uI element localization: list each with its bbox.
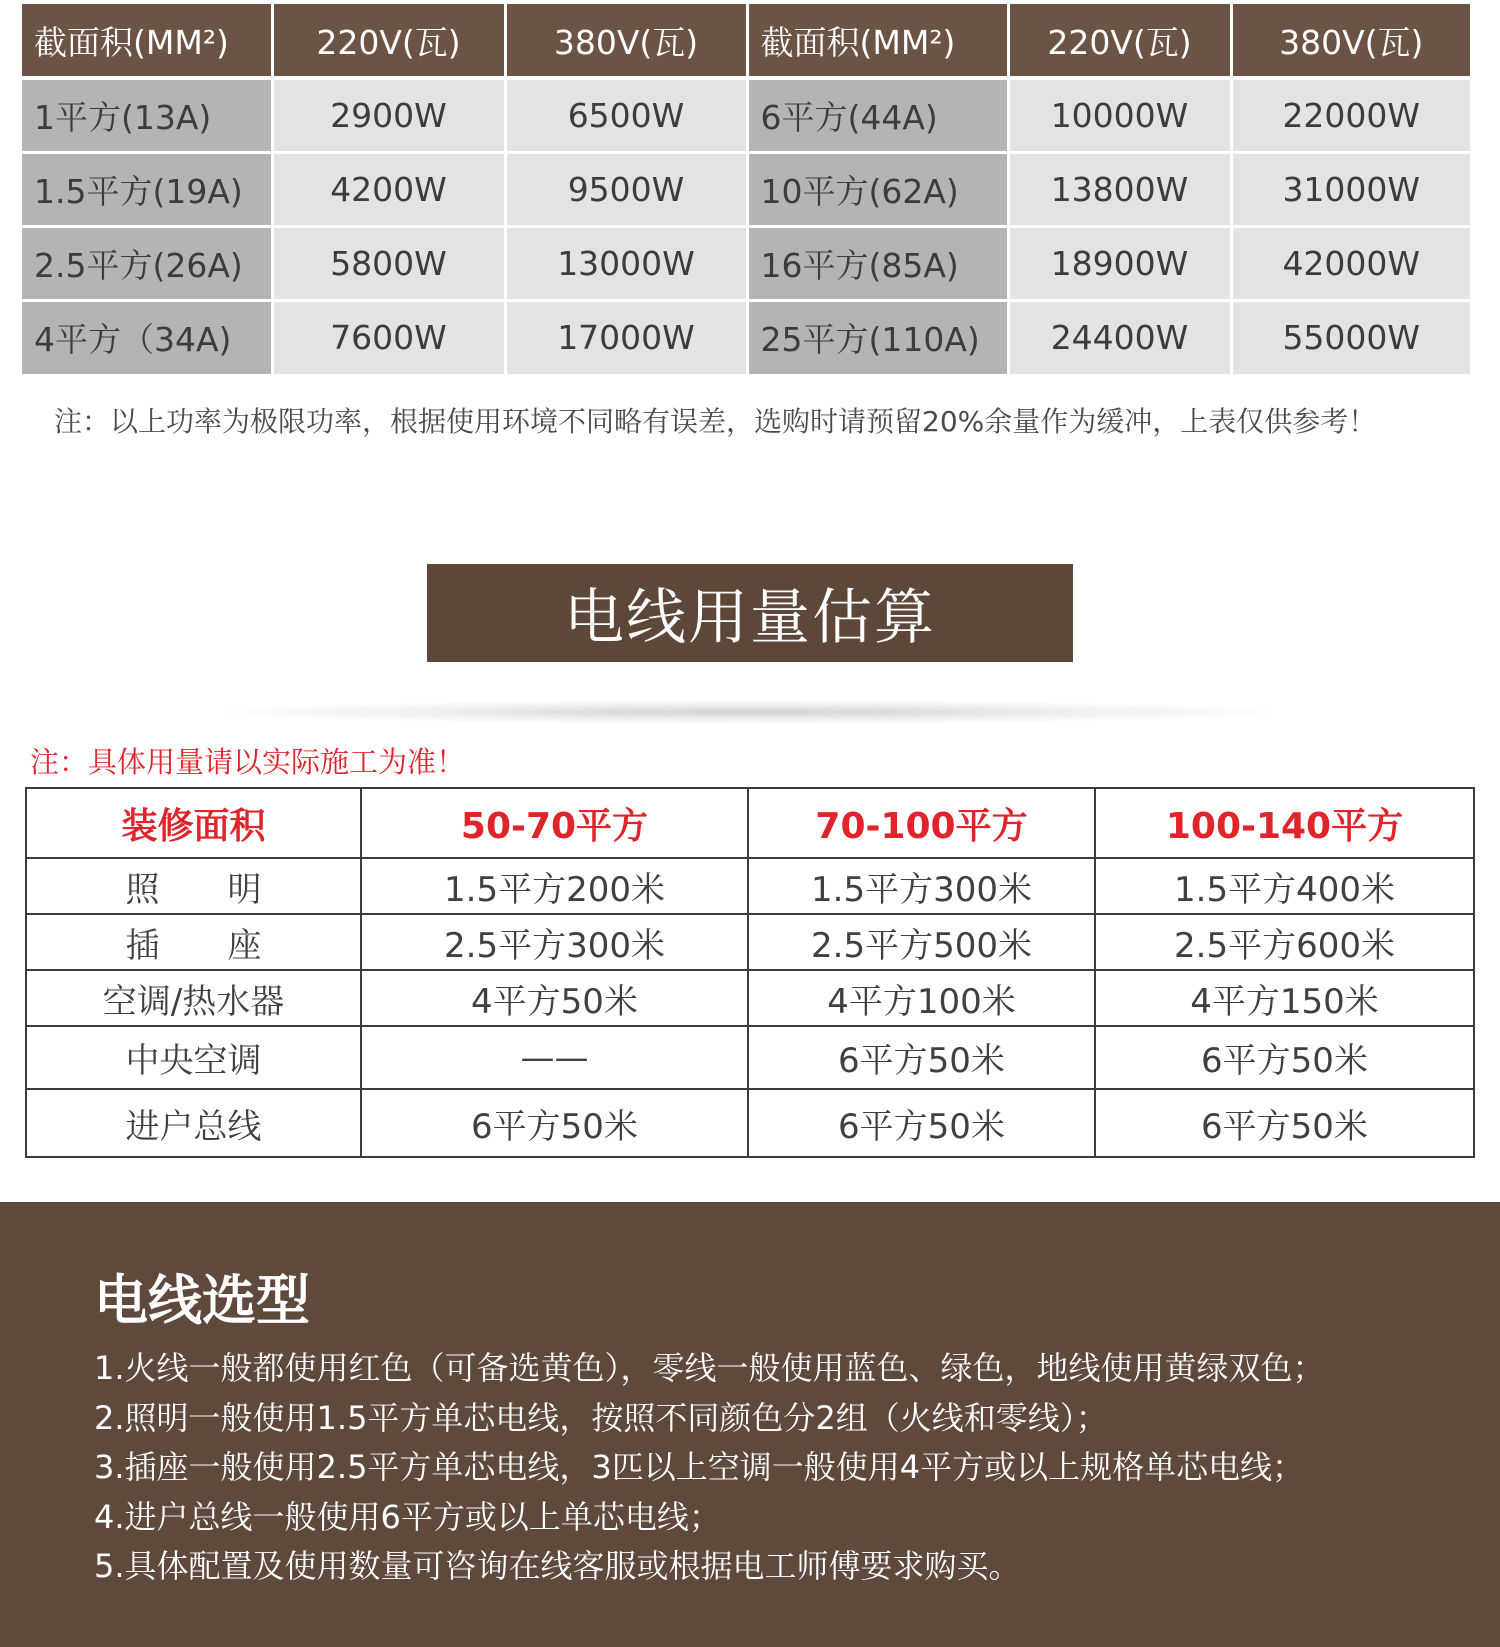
table-cell: 4200W (272, 152, 505, 226)
table-cell: 22000W (1231, 78, 1470, 152)
table-row (22, 300, 1470, 374)
table-cell: 4平方150米 (1095, 970, 1474, 1026)
table-cell: 6平方50米 (748, 1089, 1095, 1157)
table-cell: 31000W (1231, 152, 1470, 226)
table-cell: 空调/热水器 (26, 970, 361, 1026)
list-item: 3.插座一般使用2.5平方单芯电线，3匹以上空调一般使用4平方或以上规格单芯电线； (94, 1448, 1305, 1486)
list-item: 5.具体配置及使用数量可咨询在线客服或根据电工师傅要求购买。 (94, 1547, 1021, 1585)
header-cell: 380V(瓦) (505, 4, 747, 78)
table-cell: 2.5平方500米 (748, 914, 1095, 970)
header-cell: 装修面积 (26, 788, 361, 858)
table-row (26, 914, 1474, 970)
table-row (26, 1089, 1474, 1157)
header-cell: 220V(瓦) (272, 4, 505, 78)
table-cell: 55000W (1231, 300, 1470, 374)
table-cell: 1.5平方200米 (361, 858, 748, 914)
table-row (26, 858, 1474, 914)
table-cell: 2.5平方(26A) (22, 226, 272, 300)
header-cell: 截面积(MM²) (22, 4, 272, 78)
list-item: 4.进户总线一般使用6平方或以上单芯电线； (94, 1497, 721, 1536)
table-cell: 1.5平方400米 (1095, 858, 1474, 914)
power-note: 注：以上功率为极限功率，根据使用环境不同略有误差，选购时请预留20%余量作为缓冲，上表仅供参考！ (54, 405, 1377, 438)
table-cell: 17000W (505, 300, 747, 374)
table-cell: 10平方(62A) (747, 152, 1008, 226)
table-cell: 6平方(44A) (747, 78, 1008, 152)
table-cell: 24400W (1008, 300, 1231, 374)
table-cell: 42000W (1231, 226, 1470, 300)
list-item: 1.火线一般都使用红色（可备选黄色），零线一般使用蓝色、绿色，地线使用黄绿双色； (94, 1349, 1325, 1387)
table-cell: 25平方(110A) (747, 300, 1008, 374)
table-row (22, 152, 1470, 226)
table-cell: 1平方(13A) (22, 78, 272, 152)
table-cell: 照 明 (26, 858, 361, 914)
table-cell: 2900W (272, 78, 505, 152)
table-cell: 4平方（34A) (22, 300, 272, 374)
table-cell: 1.5平方300米 (748, 858, 1095, 914)
section-title: 电线选型 (94, 1269, 310, 1332)
table-cell: 13800W (1008, 152, 1231, 226)
usage-banner-title: 电线用量估算 (427, 564, 1073, 662)
usage-note: 注：具体用量请以实际施工为准！ (30, 745, 466, 779)
header-cell: 截面积(MM²) (747, 4, 1008, 78)
table-cell: 10000W (1008, 78, 1231, 152)
table-cell: 中央空调 (26, 1026, 361, 1089)
header-cell: 70-100平方 (748, 788, 1095, 858)
table-cell: 4平方50米 (361, 970, 748, 1026)
table-row (22, 226, 1470, 300)
table-cell: 9500W (505, 152, 747, 226)
usage-table-header (26, 788, 1474, 858)
table-cell: 18900W (1008, 226, 1231, 300)
table-cell: 6平方50米 (1095, 1089, 1474, 1157)
banner-shadow-divider (220, 700, 1280, 724)
table-row (26, 970, 1474, 1026)
table-cell: 7600W (272, 300, 505, 374)
table-row (22, 78, 1470, 152)
table-cell: 6平方50米 (748, 1026, 1095, 1089)
table-cell: 2.5平方600米 (1095, 914, 1474, 970)
table-row (26, 1026, 1474, 1089)
power-table-header (22, 4, 1470, 78)
table-cell: 1.5平方(19A) (22, 152, 272, 226)
list-item: 2.照明一般使用1.5平方单芯电线，按照不同颜色分2组（火线和零线）； (94, 1398, 1108, 1437)
table-cell: 6平方50米 (1095, 1026, 1474, 1089)
table-cell: 2.5平方300米 (361, 914, 748, 970)
table-cell: 6500W (505, 78, 747, 152)
table-cell: 13000W (505, 226, 747, 300)
selection-list (94, 1344, 1325, 1592)
wire-selection-section (0, 1202, 1500, 1647)
table-cell: 插 座 (26, 914, 361, 970)
usage-table (25, 787, 1475, 1158)
header-cell: 380V(瓦) (1231, 4, 1470, 78)
table-cell: 进户总线 (26, 1089, 361, 1157)
table-cell: 4平方100米 (748, 970, 1095, 1026)
header-cell: 100-140平方 (1095, 788, 1474, 858)
table-cell: —— (361, 1026, 748, 1089)
power-table (22, 4, 1470, 374)
table-cell: 6平方50米 (361, 1089, 748, 1157)
table-cell: 5800W (272, 226, 505, 300)
header-cell: 50-70平方 (361, 788, 748, 858)
header-cell: 220V(瓦) (1008, 4, 1231, 78)
table-cell: 16平方(85A) (747, 226, 1008, 300)
